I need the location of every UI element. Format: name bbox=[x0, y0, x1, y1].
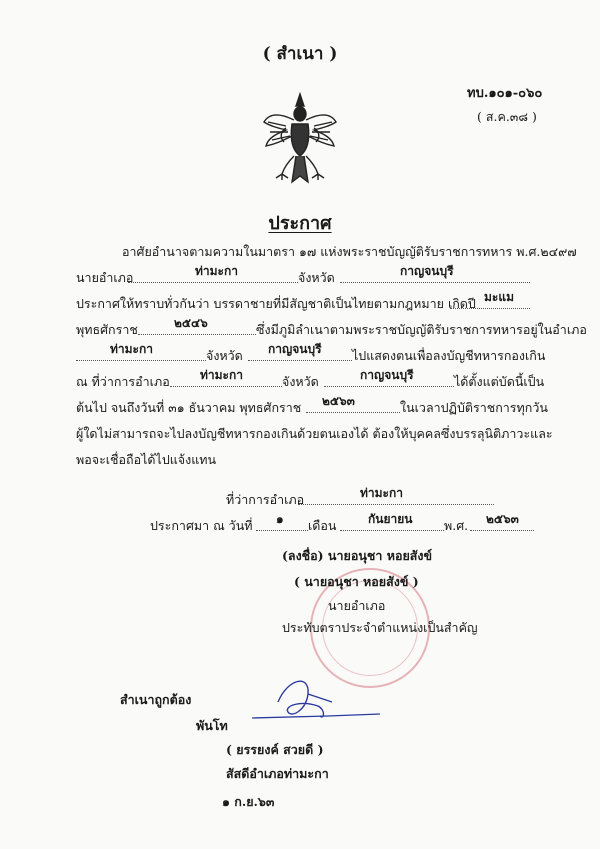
signer-position: นายอำเภอ bbox=[328, 598, 386, 613]
certified-true-copy: สำเนาถูกต้อง bbox=[120, 692, 192, 707]
announcement-heading: ประกาศ bbox=[268, 213, 332, 234]
filled-province-2: กาญจนบุรี bbox=[268, 342, 322, 356]
form-reference: ( ส.ค.๓๘ ) bbox=[477, 109, 537, 124]
body-line-6-province-label: จังหวัด bbox=[282, 374, 319, 389]
body-line-6-label: ณ ที่ว่าการอำเภอ bbox=[76, 374, 170, 389]
body-line-8: ผู้ใดไม่สามารถจะไปลงบัญชีทหารกองเกินด้วยตนเองได้ ต้องให้บุคคลซึ่งบรรลุนิติภาวะและ bbox=[76, 426, 553, 441]
announced-date-label: ประกาศมา ณ วันที่ bbox=[150, 518, 253, 533]
certifier-rank: พันโท bbox=[196, 718, 228, 733]
signed-line: (ลงชื่อ) นายอนุชา หอยสังข์ bbox=[282, 548, 433, 563]
filled-province-3: กาญจนบุรี bbox=[360, 368, 414, 382]
signer-name: ( นายอนุชา หอยสังข์ ) bbox=[294, 574, 419, 589]
body-line-4-text: ซึ่งมีภูมิลำเนาตามพระราชบัญญัติรับราชการทหารอยู่ในอำเภอ bbox=[256, 322, 587, 337]
body-line-6-text: ได้ตั้งแต่บัดนี้เป็น bbox=[454, 374, 545, 389]
body-line-9: พอจะเชื่อถือได้ไปแจ้งแทน bbox=[76, 452, 217, 467]
certifier-position: สัสดีอำเภอท่ามะกา bbox=[226, 766, 329, 781]
office-label: ที่ว่าการอำเภอ bbox=[226, 492, 305, 507]
body-line-5-text: ไปแสดงตนเพื่อลงบัญชีทหารกองเกิน bbox=[352, 348, 546, 363]
filled-district-2: ท่ามะกา bbox=[110, 342, 154, 356]
body-line-5-province-label: จังหวัด bbox=[206, 348, 243, 363]
body-line-7-label: ต้นไป จนถึงวันที่ ๓๑ ธันวาคม พุทธศักราช bbox=[76, 400, 302, 415]
filled-month: กันยายน bbox=[368, 512, 413, 526]
body-line-3: ประกาศให้ทราบทั่วกันว่า บรรดาชายที่มีสัญชาติเป็นไทยตามกฎหมาย เกิดปี bbox=[76, 296, 476, 311]
certifier-name: ( ยรรยงค์ สวยดี ) bbox=[226, 742, 324, 757]
body-line-4-label: พุทธศักราช bbox=[76, 322, 138, 337]
filled-province: กาญจนบุรี bbox=[400, 264, 454, 278]
month-label: เดือน bbox=[308, 518, 337, 533]
filled-district: ท่ามะกา bbox=[195, 264, 239, 278]
certification-date: ๑ ก.ย.๖๓ bbox=[222, 794, 275, 809]
filled-day: ๑ bbox=[276, 512, 284, 526]
form-code: ทบ.๑๐๑-๐๖๐ bbox=[467, 86, 543, 101]
body-line-2-province-label: จังหวัด bbox=[298, 270, 335, 285]
filled-office-district: ท่ามะกา bbox=[360, 486, 404, 500]
filled-deadline-year: ๒๕๖๓ bbox=[322, 394, 355, 408]
garuda-emblem bbox=[262, 92, 338, 184]
body-line-7-text: ในเวลาปฏิบัติราชการทุกวัน bbox=[400, 400, 548, 415]
seal-note: ประทับตราประจำตำแหน่งเป็นสำคัญ bbox=[282, 620, 478, 635]
body-line-1: อาศัยอำนาจตามความในมาตรา ๑๗ แห่งพระราชบัญญัติรับราชการทหาร พ.ศ.๒๔๙๗ bbox=[122, 244, 577, 259]
filled-birth-year-name: มะแม bbox=[484, 290, 514, 304]
be-label: พ.ศ. bbox=[444, 518, 469, 533]
copy-mark: ( สำเนา ) bbox=[262, 44, 338, 64]
body-line-2-label: นายอำเภอ bbox=[76, 270, 134, 285]
filled-birth-year: ๒๕๔๖ bbox=[174, 316, 208, 330]
filled-year: ๒๕๖๓ bbox=[486, 512, 519, 526]
handwritten-signature bbox=[248, 672, 388, 732]
filled-district-3: ท่ามะกา bbox=[200, 368, 244, 382]
